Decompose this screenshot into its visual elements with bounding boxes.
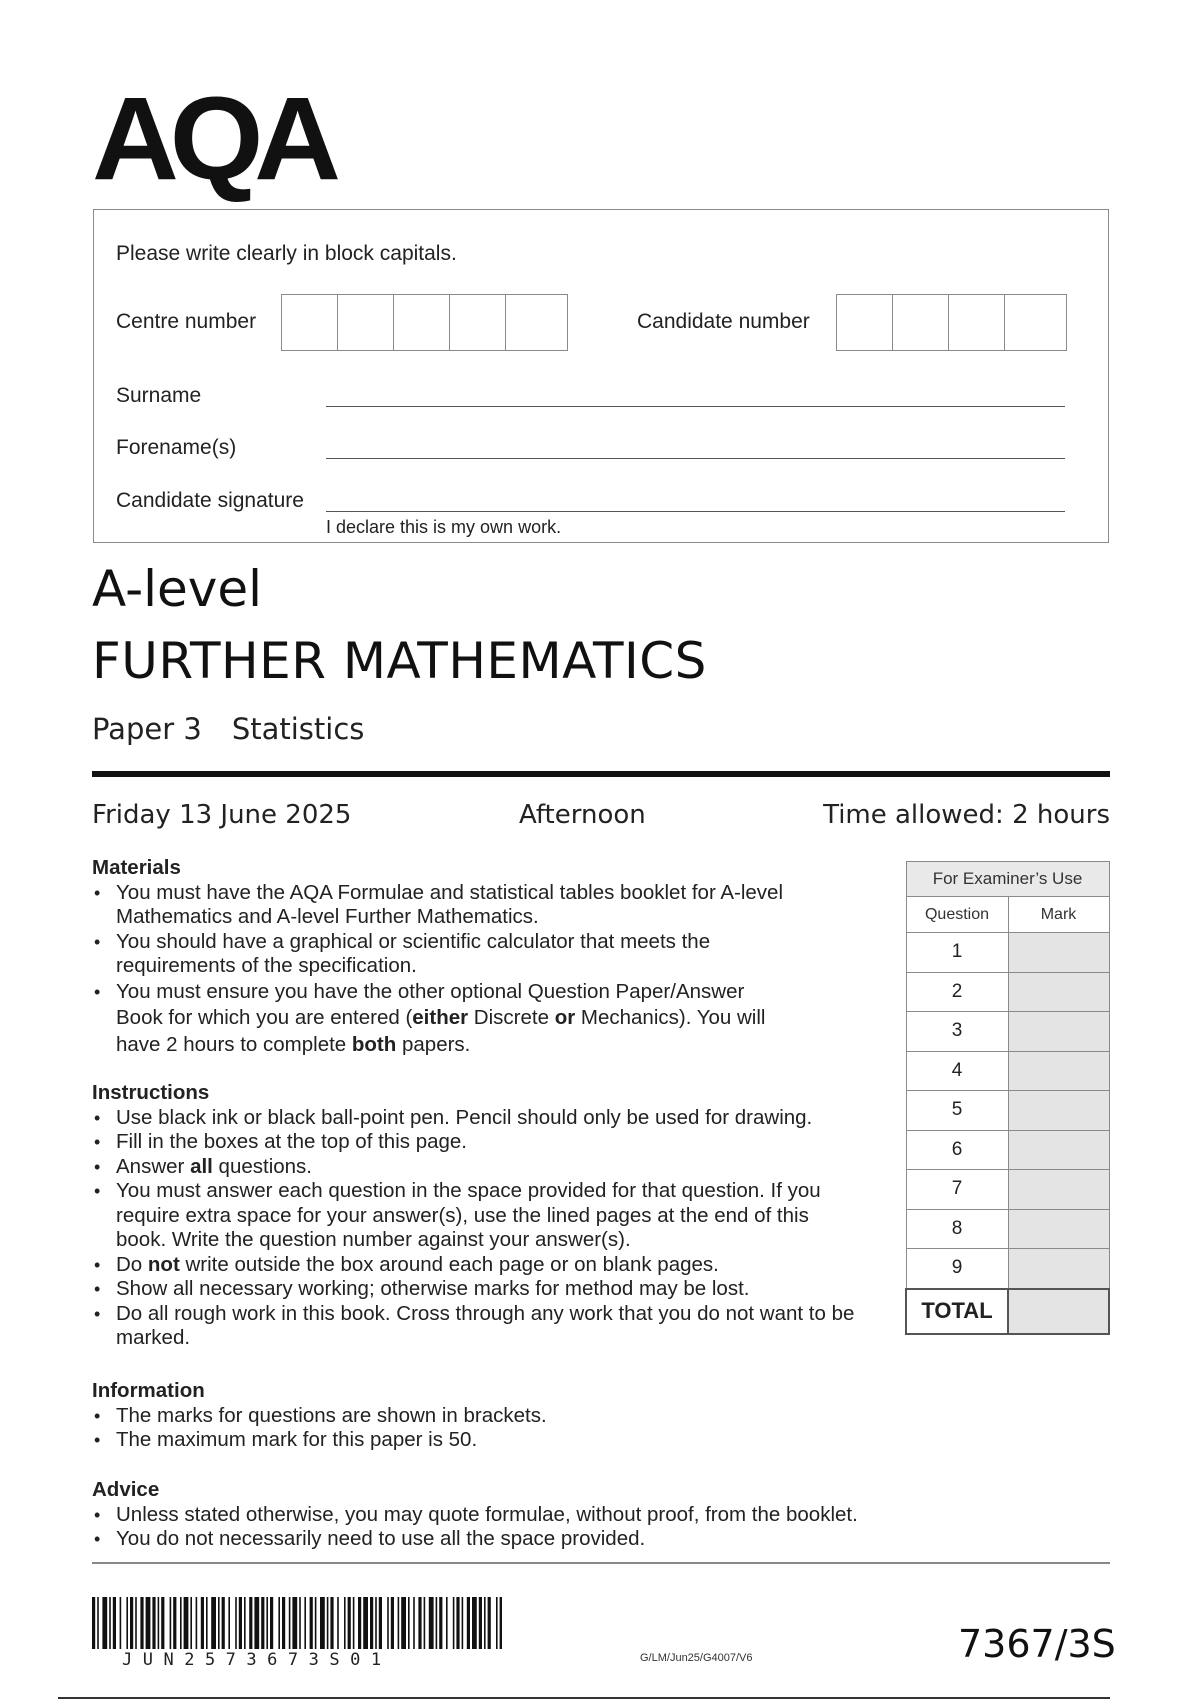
centre-number-digit-box[interactable] <box>338 295 394 350</box>
centre-number-digit-box[interactable] <box>506 295 562 350</box>
question-number: 9 <box>906 1249 1008 1289</box>
centre-number-boxes[interactable] <box>281 294 568 351</box>
mark-cell <box>1008 1012 1109 1052</box>
materials-text: papers. <box>396 1032 471 1056</box>
question-row <box>906 1012 1109 1052</box>
total-row <box>906 1289 1109 1334</box>
materials-heading: Materials <box>92 856 181 879</box>
question-number: 8 <box>906 1209 1008 1249</box>
instructions-emphasis: all <box>190 1154 213 1178</box>
question-number: 7 <box>906 1170 1008 1210</box>
instructions-item: • Use black ink or black ball-point pen. Pencil should only be used for drawing. <box>92 1106 892 1131</box>
information-section <box>92 1379 892 1453</box>
materials-text: Discrete <box>468 1006 555 1029</box>
signature-field[interactable] <box>326 511 1065 512</box>
materials-item: • You should have a graphical or scientific calculator that meets the requirements of the specification. <box>92 930 792 979</box>
materials-item <box>92 979 792 1059</box>
materials-emphasis: either <box>412 1006 469 1029</box>
instructions-item: • Fill in the boxes at the top of this page. <box>92 1130 892 1155</box>
time-allowed: Time allowed: 2 hours <box>823 800 1110 830</box>
mark-cell <box>1008 1170 1109 1210</box>
instructions-emphasis: not <box>147 1252 180 1276</box>
candidate-number-label: Candidate number <box>637 310 810 333</box>
question-row <box>906 1249 1109 1289</box>
exam-session: Afternoon <box>519 800 646 830</box>
total-label: TOTAL <box>906 1289 1008 1334</box>
centre-number-digit-box[interactable] <box>450 295 506 350</box>
instructions-section <box>92 1081 892 1351</box>
instructions-item: • Show all necessary working; otherwise marks for method may be lost. <box>92 1277 892 1302</box>
materials-text: You must ensure you have the other optional Question Paper/Answer Book for which you are entered ( <box>116 979 745 1029</box>
candidate-number-digit-box[interactable] <box>1005 295 1061 350</box>
question-row <box>906 1170 1109 1210</box>
paper-number: Paper 3 <box>92 712 202 746</box>
forenames-field[interactable] <box>326 458 1065 459</box>
information-item: • The maximum mark for this paper is 50. <box>92 1428 892 1453</box>
materials-section <box>92 856 792 1058</box>
forenames-label: Forename(s) <box>116 436 237 459</box>
paper-code: 7367/3S <box>958 1622 1116 1666</box>
question-number: 1 <box>906 933 1008 973</box>
declaration-text: I declare this is my own work. <box>326 517 562 537</box>
page-bottom-border <box>58 1697 1110 1699</box>
mark-cell <box>1008 1051 1109 1091</box>
mark-cell <box>1008 972 1109 1012</box>
mark-column-header: Mark <box>1008 897 1109 933</box>
barcode <box>92 1597 502 1649</box>
information-heading: Information <box>92 1379 205 1402</box>
surname-label: Surname <box>116 384 202 407</box>
mark-cell <box>1008 1130 1109 1170</box>
block-capitals-instruction: Please write clearly in block capitals. <box>116 242 457 265</box>
centre-number-digit-box[interactable] <box>282 295 338 350</box>
reference-code: G/LM/Jun25/G4007/V6 <box>640 1652 753 1664</box>
candidate-number-boxes[interactable] <box>836 294 1067 351</box>
instructions-item: • You must answer each question in the space provided for that question. If you require extra space for your answer(s), use the lined pages at the end of this book. Write the question number against your answer(s). <box>92 1179 851 1253</box>
question-column-header: Question <box>906 897 1008 933</box>
question-number: 2 <box>906 972 1008 1012</box>
footer-divider <box>92 1562 1110 1564</box>
aqa-logo: AQA <box>92 73 332 205</box>
surname-field[interactable] <box>326 406 1065 407</box>
instructions-heading: Instructions <box>92 1081 210 1104</box>
signature-label: Candidate signature <box>116 489 304 512</box>
instructions-item <box>92 1155 892 1180</box>
question-row <box>906 1091 1109 1131</box>
advice-heading: Advice <box>92 1478 160 1501</box>
candidate-details-box <box>93 209 1109 543</box>
examiner-use-table <box>905 861 1110 1335</box>
materials-item: • You must have the AQA Formulae and statistical tables booklet for A-level Mathematics and A-level Further Mathematics. <box>92 881 792 930</box>
question-number: 3 <box>906 1012 1008 1052</box>
instructions-text: questions. <box>212 1154 313 1178</box>
mark-cell <box>1008 1209 1109 1249</box>
question-row <box>906 1051 1109 1091</box>
barcode-number: JUN2573673S01 <box>122 1650 392 1670</box>
subject-title: FURTHER MATHEMATICS <box>92 632 707 690</box>
paper-title <box>92 712 364 746</box>
qualification-level: A-level <box>92 560 263 618</box>
instructions-text: write outside the box around each page or on blank pages. <box>179 1252 719 1276</box>
mark-cell <box>1008 1091 1109 1131</box>
instructions-item: • Do all rough work in this book. Cross through any work that you do not want to be marked. <box>92 1302 886 1351</box>
advice-section <box>92 1478 992 1552</box>
candidate-number-digit-box[interactable] <box>893 295 949 350</box>
instructions-text: Answer <box>116 1154 191 1178</box>
centre-number-digit-box[interactable] <box>394 295 450 350</box>
mark-cell <box>1008 1249 1109 1289</box>
materials-text: Mechanics). You will have 2 hours to complete <box>116 1006 766 1056</box>
advice-item: • You do not necessarily need to use all the space provided. <box>92 1527 992 1552</box>
centre-number-label: Centre number <box>116 310 257 333</box>
materials-emphasis: both <box>351 1032 397 1056</box>
question-number: 4 <box>906 1051 1008 1091</box>
total-mark-cell <box>1008 1289 1109 1334</box>
question-row <box>906 972 1109 1012</box>
instructions-text: Do <box>116 1252 148 1276</box>
advice-item: • Unless stated otherwise, you may quote formulae, without proof, from the booklet. <box>92 1503 992 1528</box>
question-row <box>906 1130 1109 1170</box>
exam-date: Friday 13 June 2025 <box>92 800 352 830</box>
candidate-number-digit-box[interactable] <box>837 295 893 350</box>
question-number: 6 <box>906 1130 1008 1170</box>
header-divider <box>92 771 1110 777</box>
paper-component: Statistics <box>231 712 365 746</box>
materials-emphasis: or <box>554 1006 576 1029</box>
instructions-item <box>92 1253 892 1278</box>
examiner-table-title: For Examiner’s Use <box>906 862 1109 897</box>
question-number: 5 <box>906 1091 1008 1131</box>
mark-cell <box>1008 933 1109 973</box>
information-item: • The marks for questions are shown in brackets. <box>92 1404 892 1429</box>
question-row <box>906 1209 1109 1249</box>
candidate-number-digit-box[interactable] <box>949 295 1005 350</box>
question-row <box>906 933 1109 973</box>
